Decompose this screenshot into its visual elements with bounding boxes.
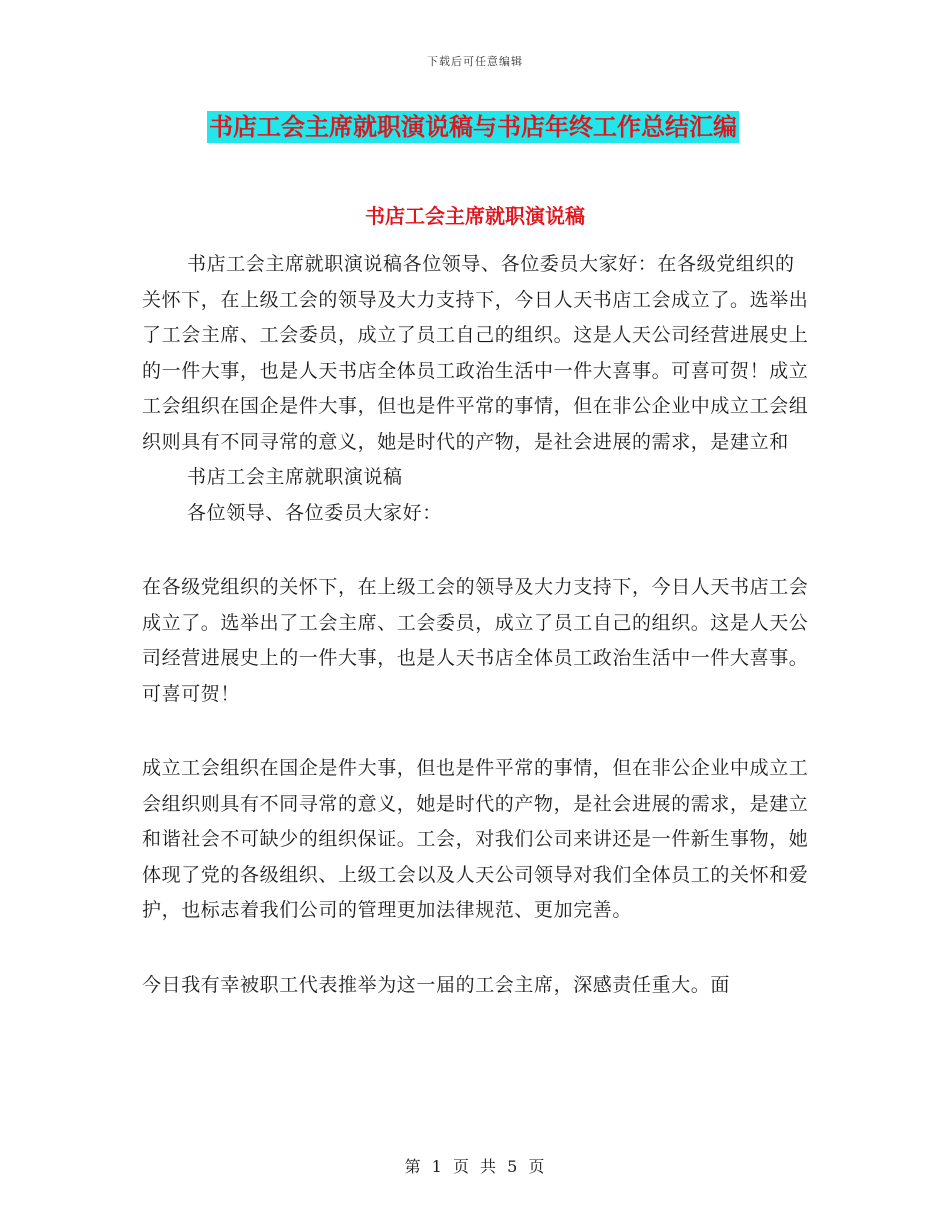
paragraph-gap — [142, 929, 810, 968]
paragraph-election: 今日我有幸被职工代表推举为这一届的工会主席，深感责任重大。面 — [142, 973, 731, 996]
paragraph-gap — [142, 531, 810, 570]
paragraph-greeting: 各位领导、各位委员大家好： — [187, 501, 442, 524]
page-number: 第 1 页 共 5 页 — [404, 1157, 546, 1176]
paragraph-significance: 成立工会组织在国企是件大事，但也是件平常的事情，但在非公企业中成立工会组织则具有不同寻常的意义，她是时代的产物，是社会进展的需求，是建立和谐社会不可缺少的组织保证。工会，对我们公司来讲还是一件新生事物，她体现了党的各级组织、上级工会以及人天公司领导对我们全体员工的关怀和爱护，也标志着我们公司的管理更加法律规范、更加完善。 — [142, 757, 809, 921]
paragraph-heading: 书店工会主席就职演说稿 — [187, 466, 403, 488]
paragraph-intro: 书店工会主席就职演说稿各位领导、各位委员大家好：在各级党组织的关怀下，在上级工会的领导及大力支持下，今日人天书店工会成立了。选举出了工会主席、工会委员，成立了员工自己的组织。这是人天公司经营进展史上的一件大事，也是人天书店全体员工政治生活中一件大喜事。可喜可贺！成立工会组织在国企是件大事，但也是件平常的事情，但在非公企业中成立工会组织则具有不同寻常的意义，她是时代的产物，是社会进展的需求，是建立和 — [142, 253, 809, 453]
document-body — [142, 247, 810, 1003]
section-title: 书店工会主席就职演说稿 — [365, 204, 585, 228]
document-title: 书店工会主席就职演说稿与书店年终工作总结汇编 — [209, 113, 737, 141]
paragraph-founding: 在各级党组织的关怀下，在上级工会的领导及大力支持下，今日人天书店工会成立了。选举出了工会主席、工会委员，成立了员工自己的组织。这是人天公司经营进展史上的一件大事，也是人天书店全体员工政治生活中一件大喜事。可喜可贺！ — [142, 576, 809, 705]
header-note: 下载后可任意编辑 — [427, 55, 523, 68]
paragraph-gap — [142, 712, 810, 751]
